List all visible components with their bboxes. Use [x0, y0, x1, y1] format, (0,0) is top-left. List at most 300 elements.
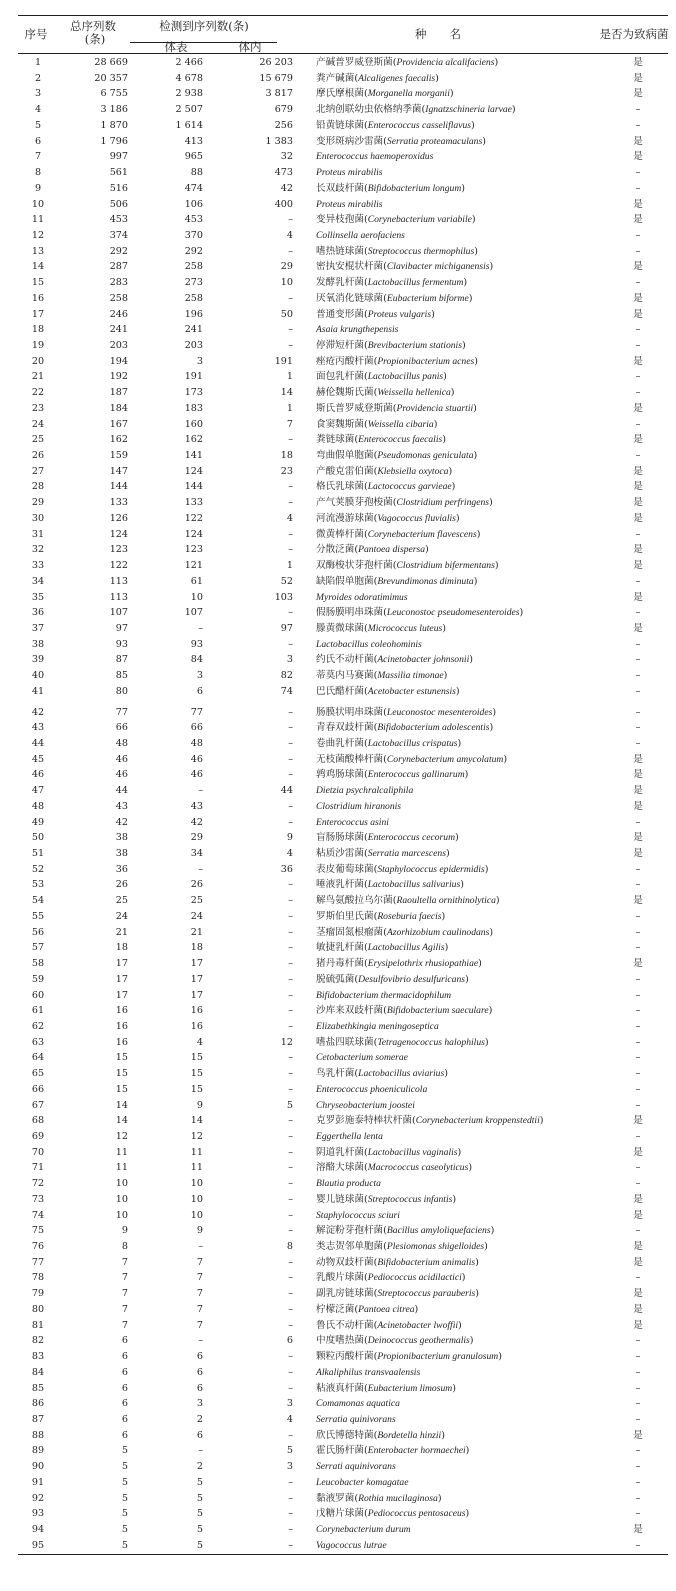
table-row — [18, 1381, 668, 1396]
pathogen-flag: 是 — [633, 1209, 643, 1221]
species-chinese-name: 茎瘤固氮根瘤菌 — [316, 926, 384, 938]
internal-count: – — [288, 324, 293, 336]
species-name: 普通变形菌(Proteus vulgaris) — [316, 308, 435, 320]
species-latin-name: Bifidobacterium saeculare — [386, 1005, 489, 1017]
pathogen-flag: 是 — [633, 1256, 643, 1268]
pathogen-flag: – — [635, 1068, 641, 1080]
total-count: 113 — [109, 575, 128, 587]
internal-count: 15 679 — [259, 72, 293, 84]
species-name: 解鸟氨酸拉乌尔菌(Raoultella ornithinolytica) — [316, 895, 500, 907]
table-row — [18, 637, 668, 652]
row-index: 68 — [31, 1115, 45, 1127]
species-latin-name: Lactobacillus vaginalis — [367, 1146, 458, 1158]
pathogen-flag: – — [635, 816, 641, 828]
table-row — [18, 432, 668, 447]
table-row — [18, 1270, 668, 1285]
species-chinese-name: 粪产碱菌 — [316, 72, 355, 84]
table-row — [18, 495, 668, 510]
surface-count: 370 — [184, 229, 203, 241]
header-internal: 体内 — [238, 40, 262, 54]
surface-count: 1 614 — [175, 119, 203, 131]
pathogen-flag: 是 — [633, 1193, 643, 1205]
pathogen-flag: 是 — [633, 1524, 643, 1535]
internal-count: 10 — [280, 277, 293, 289]
surface-count: 2 466 — [175, 57, 203, 68]
total-count: 3 186 — [100, 104, 128, 116]
species-latin-name: Alcaligenes faecalis — [358, 72, 436, 84]
table-row — [18, 846, 668, 861]
header-bottom-rule — [18, 53, 668, 54]
pathogen-flag: – — [635, 245, 641, 257]
table-row — [18, 558, 668, 573]
surface-count: 6 — [196, 1351, 203, 1362]
pathogen-flag: – — [635, 1508, 641, 1520]
species-name: 产气荚膜芽孢梭菌(Clostridium perfringens) — [316, 497, 493, 509]
species-chinese-name: 分散泛菌 — [316, 544, 355, 556]
pathogen-flag: – — [635, 1492, 641, 1504]
surface-count: 124 — [184, 465, 203, 477]
row-index: 55 — [31, 910, 45, 922]
species-name: 嗜热链球菌(Streptococcus thermophilus) — [316, 245, 478, 257]
species-latin-name: Erysipelothrix rhusiopathiae — [367, 958, 479, 969]
species-latin-name: Lactobacillus panis — [367, 371, 444, 383]
table-top-rule — [18, 15, 668, 16]
table-row — [18, 720, 668, 735]
pathogen-flag: – — [635, 1445, 641, 1457]
species-latin-name: Roseburia faecis — [377, 910, 442, 922]
surface-count: 15 — [190, 1068, 203, 1080]
species-latin-name: Clostridium bifermentans — [396, 560, 495, 571]
total-count: 6 — [121, 1429, 128, 1441]
surface-count: 12 — [190, 1131, 203, 1142]
table-row — [18, 448, 668, 463]
table-row — [18, 1082, 668, 1097]
pathogen-flag: 是 — [633, 497, 643, 509]
row-index: 33 — [31, 560, 45, 571]
internal-count: – — [288, 544, 293, 556]
row-index: 67 — [31, 1099, 45, 1111]
species-name: 产酸克雷伯菌(Klebsiella oxytoca) — [316, 465, 453, 477]
surface-count: 258 — [184, 292, 203, 304]
species-chinese-name: 表皮葡萄球菌 — [316, 863, 374, 875]
table-row — [18, 1129, 668, 1144]
internal-count: – — [288, 738, 293, 749]
species-chinese-name: 厌氧消化链球菌 — [316, 292, 384, 304]
row-index: 39 — [31, 654, 45, 666]
pathogen-flag: 是 — [633, 1115, 643, 1127]
species-chinese-name: 粘质沙雷菌 — [316, 848, 364, 859]
row-index: 47 — [31, 785, 45, 797]
pathogen-flag: 是 — [633, 1319, 643, 1331]
species-latin-name: Lactobacillus coleohominis — [316, 638, 422, 650]
total-count: 5 — [121, 1476, 128, 1488]
species-latin-name: Bifidobacterium animalis — [377, 1256, 476, 1268]
row-index: 17 — [31, 308, 45, 320]
table-row — [18, 259, 668, 274]
internal-count: – — [288, 497, 293, 509]
pathogen-flag: – — [635, 1225, 641, 1237]
internal-count: 29 — [280, 261, 293, 273]
total-count: 38 — [115, 848, 128, 859]
species-chinese-name: 面包乳杆菌 — [316, 371, 364, 383]
row-index: 48 — [31, 800, 45, 812]
species-latin-name: Collinsella aerofaciens — [316, 229, 405, 241]
total-count: 283 — [109, 277, 128, 289]
species-chinese-name: 弯曲假单胞菌 — [316, 450, 374, 461]
species-name: 痤疮丙酸杆菌(Propionibacterium acnes) — [316, 355, 478, 367]
pathogen-flag: 是 — [633, 308, 643, 320]
table-row — [18, 149, 668, 164]
table-row — [18, 1098, 668, 1113]
surface-count: 5 — [196, 1476, 203, 1488]
species-name: 茎瘤固氮根瘤菌(Azorhizobium caulinodans) — [316, 926, 494, 938]
internal-count: 74 — [280, 685, 293, 697]
row-index: 80 — [31, 1303, 45, 1315]
species-name — [316, 815, 389, 830]
internal-count: 9 — [286, 832, 293, 844]
species-chinese-name: 停滞短杆菌 — [316, 340, 364, 351]
total-count: 44 — [115, 785, 128, 797]
row-index: 26 — [31, 450, 45, 461]
row-index: 72 — [31, 1178, 45, 1190]
pathogen-flag: 是 — [633, 832, 643, 844]
surface-count: 77 — [190, 706, 203, 718]
total-count: 10 — [115, 1178, 128, 1190]
row-index: 60 — [31, 989, 45, 1001]
species-latin-name: Enterococcus faecalis — [358, 434, 443, 446]
table-row — [18, 925, 668, 940]
pathogen-flag: – — [635, 1083, 641, 1095]
total-count: 77 — [115, 706, 128, 718]
species-chinese-name: 柠檬泛菌 — [316, 1303, 355, 1315]
species-latin-name: Providencia stuartii — [396, 402, 474, 414]
total-count: 506 — [109, 198, 128, 210]
species-name: 猪丹毒杆菌(Erysipelothrix rhusiopathiae) — [316, 958, 482, 969]
internal-count: – — [288, 1492, 293, 1504]
surface-count: 292 — [184, 245, 203, 257]
pathogen-flag: – — [635, 685, 641, 697]
species-latin-name: Proteus mirabilis — [316, 167, 383, 178]
total-count: 66 — [115, 722, 128, 734]
species-latin-name: Providencia alcalifaciens — [396, 57, 495, 68]
pathogen-flag: – — [635, 863, 641, 875]
pathogen-flag: – — [635, 1052, 641, 1064]
pathogen-flag: – — [635, 1162, 641, 1174]
species-chinese-name: 脱硫弧菌 — [316, 973, 355, 985]
species-chinese-name: 霍氏肠杆菌 — [316, 1445, 364, 1457]
row-index: 92 — [31, 1492, 45, 1504]
surface-count: 7 — [196, 1272, 203, 1284]
row-index: 75 — [31, 1225, 45, 1237]
surface-count: 10 — [190, 591, 203, 603]
species-name: 发酵乳杆菌(Lactobacillus fermentum) — [316, 277, 468, 289]
total-count: 24 — [115, 910, 128, 922]
species-name: 粪链球菌(Enterococcus faecalis) — [316, 434, 446, 446]
surface-count: 183 — [184, 402, 203, 414]
row-index: 7 — [34, 151, 42, 163]
pathogen-flag: – — [635, 879, 641, 891]
table-row — [18, 590, 668, 605]
pathogen-flag: 是 — [633, 785, 643, 797]
internal-count: – — [288, 753, 293, 765]
total-count: 7 — [121, 1256, 128, 1268]
row-index: 93 — [31, 1508, 45, 1520]
row-index: 14 — [31, 261, 45, 273]
table-row — [18, 1223, 668, 1238]
total-count: 144 — [109, 481, 128, 493]
row-index: 82 — [31, 1335, 45, 1347]
internal-count: – — [288, 1303, 293, 1315]
table-row — [18, 652, 668, 667]
species-chinese-name: 长双歧杆菌 — [316, 182, 364, 194]
table-row — [18, 86, 668, 101]
table-row — [18, 1286, 668, 1301]
species-name — [316, 799, 401, 814]
internal-count: 4 — [286, 1413, 293, 1425]
pathogen-flag: – — [635, 1005, 641, 1017]
species-latin-name: Micrococcus luteus — [367, 622, 443, 634]
row-index: 25 — [31, 434, 45, 446]
pathogen-flag: – — [635, 738, 641, 749]
species-latin-name: Tetragenococcus halophilus — [377, 1036, 485, 1048]
total-count: 43 — [115, 800, 128, 812]
internal-count: – — [288, 989, 293, 1001]
internal-count: 3 — [286, 1398, 293, 1410]
species-name: 密执安棍状杆菌(Clavibacter michiganensis) — [316, 261, 494, 273]
species-name — [316, 783, 413, 798]
species-latin-name: Eggerthella lenta — [316, 1131, 383, 1142]
table-row — [18, 1113, 668, 1128]
species-name: 鸟乳杆菌(Lactobacillus aviarius) — [316, 1068, 448, 1080]
pathogen-flag: 是 — [633, 402, 643, 414]
pathogen-flag: 是 — [633, 214, 643, 226]
total-count: 126 — [109, 512, 128, 524]
internal-count: – — [288, 1288, 293, 1300]
row-index: 90 — [31, 1461, 45, 1473]
total-count: 16 — [115, 1036, 128, 1048]
total-count: 5 — [121, 1461, 128, 1473]
row-index: 24 — [31, 418, 45, 430]
species-name: 肠膜状明串珠菌(Leuconostoc mesenteroides) — [316, 706, 497, 718]
internal-count: – — [288, 1052, 293, 1064]
pathogen-flag: – — [635, 1036, 641, 1048]
species-latin-name: Enterobacter hormaechei — [367, 1445, 466, 1457]
internal-count: 32 — [280, 151, 293, 163]
surface-count: 15 — [190, 1052, 203, 1064]
table-row — [18, 1035, 668, 1050]
total-count: 6 — [121, 1366, 128, 1378]
species-name: 动物双歧杆菌(Bifidobacterium animalis) — [316, 1256, 479, 1268]
surface-count: 241 — [184, 324, 203, 336]
species-latin-name: Chryseobacterium joostei — [316, 1099, 415, 1111]
species-latin-name: Morganella morganii — [367, 88, 450, 100]
surface-count: 16 — [190, 1020, 203, 1032]
species-name: 无枝菌酸棒杆菌(Corynebacterium amycolatum) — [316, 753, 508, 765]
total-count: 46 — [115, 769, 128, 781]
internal-count: – — [288, 1068, 293, 1080]
species-latin-name: Rothia mucilaginosa — [358, 1492, 438, 1504]
row-index: 2 — [34, 72, 42, 84]
species-latin-name: Ignatzschineria larvae — [425, 104, 512, 116]
species-latin-name: Leucobacter komagatae — [316, 1476, 409, 1488]
species-chinese-name: 普通变形菌 — [316, 308, 364, 320]
pathogen-flag: 是 — [633, 895, 643, 907]
surface-count: – — [198, 863, 203, 875]
total-count: 7 — [121, 1272, 128, 1284]
species-latin-name: Weissella hellenica — [377, 387, 451, 399]
row-index: 70 — [31, 1146, 45, 1158]
table-row — [18, 385, 668, 400]
species-name: 摩氏摩根菌(Morganella morganii) — [316, 88, 454, 100]
surface-count: 93 — [190, 638, 203, 650]
species-latin-name: Pantoea citrea — [358, 1303, 415, 1315]
row-index: 27 — [31, 465, 45, 477]
row-index: 13 — [31, 245, 45, 257]
total-count: 107 — [109, 607, 128, 619]
total-count: 9 — [121, 1225, 128, 1237]
pathogen-flag: – — [635, 926, 641, 938]
table-row — [18, 668, 668, 683]
row-index: 89 — [31, 1445, 45, 1457]
species-latin-name: Deinococcus geothermalis — [367, 1335, 470, 1347]
row-index: 74 — [31, 1209, 45, 1221]
surface-count: 965 — [184, 151, 203, 163]
internal-count: – — [288, 1131, 293, 1142]
table-row — [18, 165, 668, 180]
pathogen-flag: 是 — [633, 1241, 643, 1252]
table-row — [18, 244, 668, 259]
internal-count: – — [288, 895, 293, 907]
surface-count: 11 — [190, 1162, 203, 1174]
total-count: 28 669 — [94, 57, 128, 68]
row-index: 35 — [31, 591, 45, 603]
pathogen-flag: 是 — [633, 135, 643, 147]
row-index: 84 — [31, 1366, 45, 1378]
species-chinese-name: 鸟乳杆菌 — [316, 1068, 355, 1080]
surface-count: 17 — [190, 958, 203, 969]
surface-count: 10 — [190, 1193, 203, 1205]
internal-count: 36 — [280, 863, 293, 875]
row-index: 50 — [31, 832, 45, 844]
table-row — [18, 893, 668, 908]
species-latin-name: Eubacterium limosum — [367, 1382, 453, 1394]
internal-count: 23 — [280, 465, 293, 477]
species-latin-name: Leuconostoc pseudomesenteroides — [386, 607, 520, 619]
row-index: 40 — [31, 670, 45, 682]
species-chinese-name: 北纳创联幼虫依格纳季菌 — [316, 104, 422, 116]
species-latin-name: Plesiomonas shigelloides — [386, 1241, 485, 1252]
total-count: 36 — [115, 863, 128, 875]
internal-count: – — [288, 434, 293, 446]
species-name: 北纳创联幼虫依格纳季菌(Ignatzschineria larvae) — [316, 104, 516, 116]
total-count: 287 — [109, 261, 128, 273]
total-count: 5 — [121, 1492, 128, 1504]
row-index: 63 — [31, 1036, 45, 1048]
species-chinese-name: 斯氏普罗威登斯菌 — [316, 402, 393, 414]
row-index: 4 — [34, 104, 42, 116]
pathogen-flag: 是 — [633, 544, 643, 556]
species-latin-name: Lactobacillus Agilis — [367, 942, 445, 954]
species-chinese-name: 发酵乳杆菌 — [316, 277, 364, 289]
table-row — [18, 1396, 668, 1411]
internal-count: 191 — [274, 355, 293, 367]
total-count: 97 — [115, 622, 128, 634]
pathogen-flag: – — [635, 229, 641, 241]
pathogen-flag: 是 — [633, 753, 643, 765]
internal-count: – — [288, 1539, 293, 1551]
pathogen-flag: – — [635, 371, 641, 383]
row-index: 41 — [31, 685, 45, 697]
surface-count: 46 — [190, 753, 203, 765]
species-latin-name: Raoultella ornithinolytica — [396, 895, 496, 907]
total-count: 21 — [115, 926, 128, 938]
species-latin-name: Serrati aquinivorans — [316, 1461, 396, 1473]
total-count: 11 — [115, 1162, 128, 1174]
surface-count: – — [198, 1445, 203, 1457]
species-name — [316, 149, 433, 164]
table-row — [18, 181, 668, 196]
species-chinese-name: 巴氏醋杆菌 — [316, 685, 364, 697]
pathogen-flag: – — [635, 910, 641, 922]
species-chinese-name: 沙库来双歧杆菌 — [316, 1005, 384, 1017]
species-name: 沙库来双歧杆菌(Bifidobacterium saeculare) — [316, 1005, 493, 1017]
table-row — [18, 877, 668, 892]
total-count: 17 — [115, 989, 128, 1001]
total-count: 42 — [115, 816, 128, 828]
total-count: 374 — [109, 229, 128, 241]
table-row — [18, 621, 668, 636]
table-row — [18, 1538, 668, 1553]
internal-count: 400 — [274, 198, 293, 210]
internal-count: 52 — [280, 575, 293, 587]
pathogen-flag: – — [635, 104, 641, 116]
internal-count: 5 — [286, 1445, 293, 1457]
internal-count: – — [288, 245, 293, 257]
pathogen-flag: – — [635, 942, 641, 954]
row-index: 44 — [31, 738, 45, 749]
total-count: 6 — [121, 1335, 128, 1347]
pathogen-flag: – — [635, 1178, 641, 1190]
pathogen-flag: 是 — [633, 72, 643, 84]
table-row — [18, 956, 668, 971]
total-count: 5 — [121, 1445, 128, 1457]
species-latin-name: Serratia marcescens — [367, 848, 446, 859]
pathogen-flag: – — [635, 670, 641, 682]
internal-count: – — [288, 1256, 293, 1268]
internal-count: 18 — [280, 450, 293, 461]
pathogen-flag: – — [635, 277, 641, 289]
species-latin-name: Streptococcus thermophilus — [367, 245, 475, 257]
species-chinese-name: 痤疮丙酸杆菌 — [316, 355, 374, 367]
internal-count: 12 — [280, 1036, 293, 1048]
species-latin-name: Myroides odoratimimus — [316, 591, 408, 603]
table-row — [18, 1475, 668, 1490]
pathogen-flag: 是 — [633, 151, 643, 163]
table-row — [18, 511, 668, 526]
surface-count: 196 — [184, 308, 203, 320]
species-chinese-name: 卷曲乳杆菌 — [316, 738, 364, 749]
table-row — [18, 1333, 668, 1348]
table-row — [18, 1349, 668, 1364]
table-row — [18, 1050, 668, 1065]
species-latin-name: Lactobacillus fermentum — [367, 277, 464, 289]
species-latin-name: Clostridium perfringens — [396, 497, 489, 509]
internal-count: 4 — [286, 512, 293, 524]
species-latin-name: Pediococcus pentosaceus — [367, 1508, 466, 1520]
species-name: 停滞短杆菌(Brevibacterium stationis) — [316, 340, 466, 351]
surface-count: 15 — [190, 1083, 203, 1095]
surface-count: 14 — [190, 1115, 203, 1127]
